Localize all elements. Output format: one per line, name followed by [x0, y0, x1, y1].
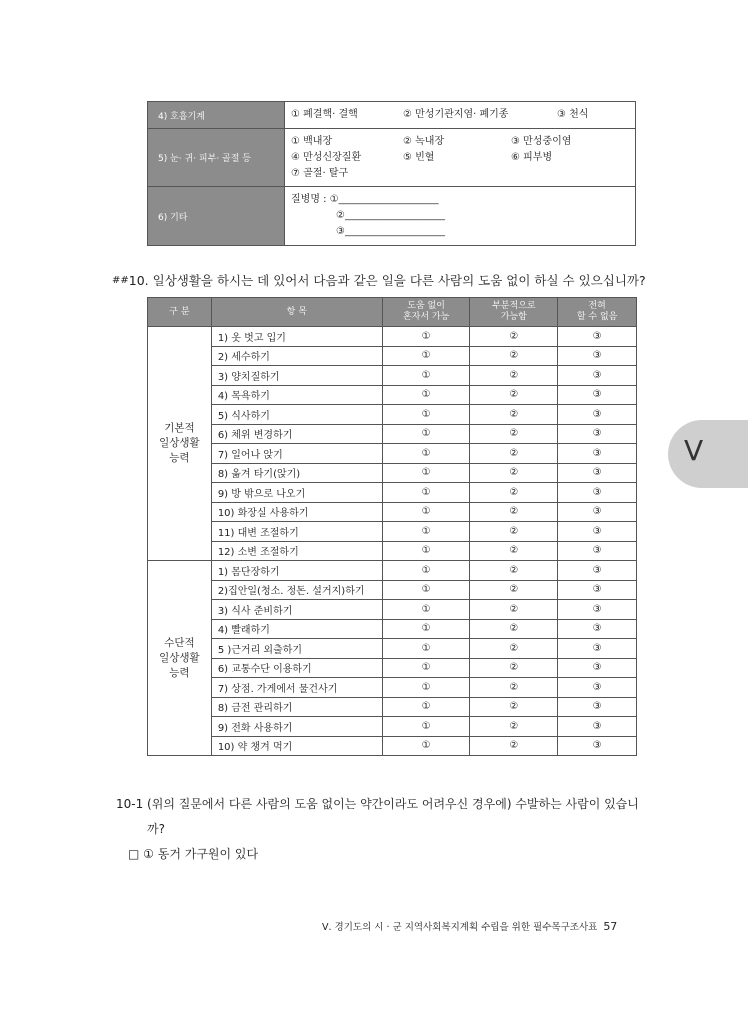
choice-cell[interactable]: ③: [558, 600, 637, 620]
choice-cell[interactable]: ①: [382, 483, 470, 503]
item-label: 12) 소변 조절하기: [211, 541, 382, 561]
table-row: [148, 385, 637, 405]
item-label: 4) 빨래하기: [211, 619, 382, 639]
row-options: [285, 129, 636, 187]
choice-cell[interactable]: ③: [558, 346, 637, 366]
option-text: ① 백내장: [291, 135, 333, 147]
row-label: 4) 호흡기계: [148, 102, 285, 129]
choice-cell[interactable]: ①: [382, 366, 470, 386]
item-label: 3) 양치질하기: [211, 366, 382, 386]
header-group: 구 분: [148, 298, 212, 327]
option-text: ⑦ 골절· 탈구: [291, 167, 349, 179]
table-row: [148, 580, 637, 600]
table-row: [148, 678, 637, 698]
item-label: 4) 목욕하기: [211, 385, 382, 405]
choice-cell[interactable]: ③: [558, 522, 637, 542]
item-label: 1) 옷 벗고 입기: [211, 327, 382, 347]
question-10: [112, 271, 646, 289]
header-col2: 부분적으로 가능함: [470, 298, 558, 327]
group-label: 수단적 일상생활 능력: [148, 561, 212, 756]
table-row: [148, 444, 637, 464]
header-col3: 전혀 할 수 없음: [558, 298, 637, 327]
choice-cell[interactable]: ③: [558, 385, 637, 405]
choice-cell[interactable]: ②: [470, 639, 558, 659]
choice-cell[interactable]: ②: [470, 580, 558, 600]
header-item: 항 목: [211, 298, 382, 327]
choice-cell[interactable]: ③: [558, 697, 637, 717]
item-label: 5) 식사하기: [211, 405, 382, 425]
table-row: [148, 483, 637, 503]
disease-name-line: ③____________________: [336, 226, 445, 237]
header-col1: 도움 없이 혼자서 가능: [382, 298, 470, 327]
choice-cell[interactable]: ①: [382, 639, 470, 659]
disease-name-line: 질병명 : ①____________________: [291, 194, 439, 205]
choice-cell[interactable]: ①: [382, 580, 470, 600]
choice-cell[interactable]: ③: [558, 483, 637, 503]
table-row: [148, 639, 637, 659]
row-options: [285, 102, 636, 129]
item-label: 10) 약 챙겨 먹기: [211, 736, 382, 756]
table-row: [148, 561, 637, 581]
choice-cell[interactable]: ②: [470, 736, 558, 756]
table-row: [148, 327, 637, 347]
choice-cell[interactable]: ①: [382, 717, 470, 737]
item-label: 2)집안일(청소. 정돈. 설거지)하기: [211, 580, 382, 600]
choice-cell[interactable]: ③: [558, 444, 637, 464]
table-row: [148, 522, 637, 542]
choice-cell[interactable]: ③: [558, 658, 637, 678]
choice-cell[interactable]: ①: [382, 444, 470, 464]
choice-cell[interactable]: ①: [382, 658, 470, 678]
option-text: ② 만성기관지염· 폐기종: [403, 109, 509, 120]
item-label: 5 )근거리 외출하기: [211, 639, 382, 659]
item-label: 10) 화장실 사용하기: [211, 502, 382, 522]
row-options: [285, 187, 636, 246]
choice-cell[interactable]: ②: [470, 541, 558, 561]
choice-cell[interactable]: ①: [382, 541, 470, 561]
question-mark: ##: [112, 275, 129, 286]
choice-cell[interactable]: ②: [470, 444, 558, 464]
choice-cell[interactable]: ①: [382, 463, 470, 483]
choice-cell[interactable]: ①: [382, 619, 470, 639]
item-label: 9) 방 밖으로 나오기: [211, 483, 382, 503]
table-row: [148, 658, 637, 678]
choice-cell[interactable]: ③: [558, 463, 637, 483]
row-label: 6) 기타: [148, 187, 285, 246]
page-footer: [322, 919, 617, 933]
table-row: [148, 697, 637, 717]
table-row: [148, 541, 637, 561]
item-label: 6) 교통수단 이용하기: [211, 658, 382, 678]
choice-cell[interactable]: ②: [470, 697, 558, 717]
chapter-tab: [668, 420, 748, 488]
option-text: ② 녹내장: [403, 135, 445, 147]
choice-cell[interactable]: ①: [382, 697, 470, 717]
choice-cell[interactable]: ①: [382, 522, 470, 542]
table-row: [148, 346, 637, 366]
choice-cell[interactable]: ③: [558, 561, 637, 581]
option-text: ⑥ 피부병: [511, 151, 553, 163]
item-label: 3) 식사 준비하기: [211, 600, 382, 620]
choice-cell[interactable]: ③: [558, 405, 637, 425]
disease-table: [147, 101, 636, 246]
adl-table: [147, 297, 637, 756]
option-text: ③ 천식: [557, 109, 589, 120]
choice-cell[interactable]: ②: [470, 366, 558, 386]
choice-cell[interactable]: ②: [470, 658, 558, 678]
item-label: 6) 체위 변경하기: [211, 424, 382, 444]
choice-cell[interactable]: ①: [382, 327, 470, 347]
choice-cell[interactable]: ②: [470, 385, 558, 405]
item-label: 8) 옮겨 타기(앉기): [211, 463, 382, 483]
choice-cell[interactable]: ②: [470, 502, 558, 522]
choice-cell[interactable]: ③: [558, 327, 637, 347]
choice-cell[interactable]: ①: [382, 736, 470, 756]
disease-name-line: ②____________________: [336, 210, 445, 221]
table-row: [148, 502, 637, 522]
table-row: [148, 463, 637, 483]
choice-cell[interactable]: ②: [470, 522, 558, 542]
item-label: 2) 세수하기: [211, 346, 382, 366]
item-label: 1) 몸단장하기: [211, 561, 382, 581]
table-row: [148, 736, 637, 756]
choice-cell[interactable]: ①: [382, 600, 470, 620]
choice-cell[interactable]: ③: [558, 502, 637, 522]
choice-cell[interactable]: ②: [470, 619, 558, 639]
choice-cell[interactable]: ①: [382, 346, 470, 366]
choice-cell[interactable]: ③: [558, 678, 637, 698]
choice-cell[interactable]: ②: [470, 327, 558, 347]
choice-cell[interactable]: ②: [470, 463, 558, 483]
question-10-1-cont: 까?: [147, 822, 165, 836]
choice-cell[interactable]: ②: [470, 346, 558, 366]
choice-cell[interactable]: ②: [470, 678, 558, 698]
choice-cell[interactable]: ①: [382, 502, 470, 522]
table-row: [148, 405, 637, 425]
table-row: [148, 366, 637, 386]
page-number: 57: [603, 920, 618, 933]
item-label: 11) 대변 조절하기: [211, 522, 382, 542]
choice-cell[interactable]: ①: [382, 561, 470, 581]
choice-cell[interactable]: ③: [558, 619, 637, 639]
option-text: ④ 만성신장질환: [291, 151, 362, 163]
item-label: 8) 금전 관리하기: [211, 697, 382, 717]
choice-cell[interactable]: ①: [382, 385, 470, 405]
option-text: ③ 만성중이염: [511, 135, 572, 147]
choice-cell[interactable]: ③: [558, 541, 637, 561]
choice-cell[interactable]: ①: [382, 678, 470, 698]
choice-cell[interactable]: ③: [558, 580, 637, 600]
group-label: 기본적 일상생활 능력: [148, 327, 212, 561]
choice-cell[interactable]: ②: [470, 561, 558, 581]
choice-cell[interactable]: ②: [470, 424, 558, 444]
option-text: ① 폐결핵· 결핵: [291, 109, 358, 120]
answer-option[interactable]: □ ① 동거 가구원이 있다: [128, 847, 259, 861]
item-label: 9) 전화 사용하기: [211, 717, 382, 737]
choice-cell[interactable]: ②: [470, 483, 558, 503]
item-label: 7) 상점. 가게에서 물건사기: [211, 678, 382, 698]
question-text: 10. 일상생활을 하시는 데 있어서 다음과 같은 일을 다른 사람의 도움 없이 하실 수 있으십니까?: [128, 273, 646, 288]
footer-text: Ⅴ. 경기도의 시 · 군 지역사회복지계획 수립을 위한 필수목구조사표: [322, 922, 598, 933]
item-label: 7) 일어나 앉기: [211, 444, 382, 464]
choice-cell[interactable]: ③: [558, 736, 637, 756]
choice-cell[interactable]: ②: [470, 405, 558, 425]
choice-cell[interactable]: ①: [382, 424, 470, 444]
choice-cell[interactable]: ①: [382, 405, 470, 425]
option-text: ⑤ 빈혈: [403, 151, 435, 163]
choice-cell[interactable]: ②: [470, 600, 558, 620]
table-row: [148, 424, 637, 444]
choice-cell[interactable]: ②: [470, 717, 558, 737]
choice-cell[interactable]: ③: [558, 639, 637, 659]
choice-cell[interactable]: ③: [558, 424, 637, 444]
table-row: [148, 600, 637, 620]
chapter-tab-label: V: [684, 434, 704, 467]
row-label: 5) 눈· 귀· 피부· 골절 등: [148, 129, 285, 187]
choice-cell[interactable]: ③: [558, 717, 637, 737]
table-row: [148, 619, 637, 639]
question-10-1: 10-1 (위의 질문에서 다른 사람의 도움 없이는 약간이라도 어려우신 경우에) 수발하는 사람이 있습니: [116, 797, 639, 811]
choice-cell[interactable]: ③: [558, 366, 637, 386]
table-row: [148, 717, 637, 737]
